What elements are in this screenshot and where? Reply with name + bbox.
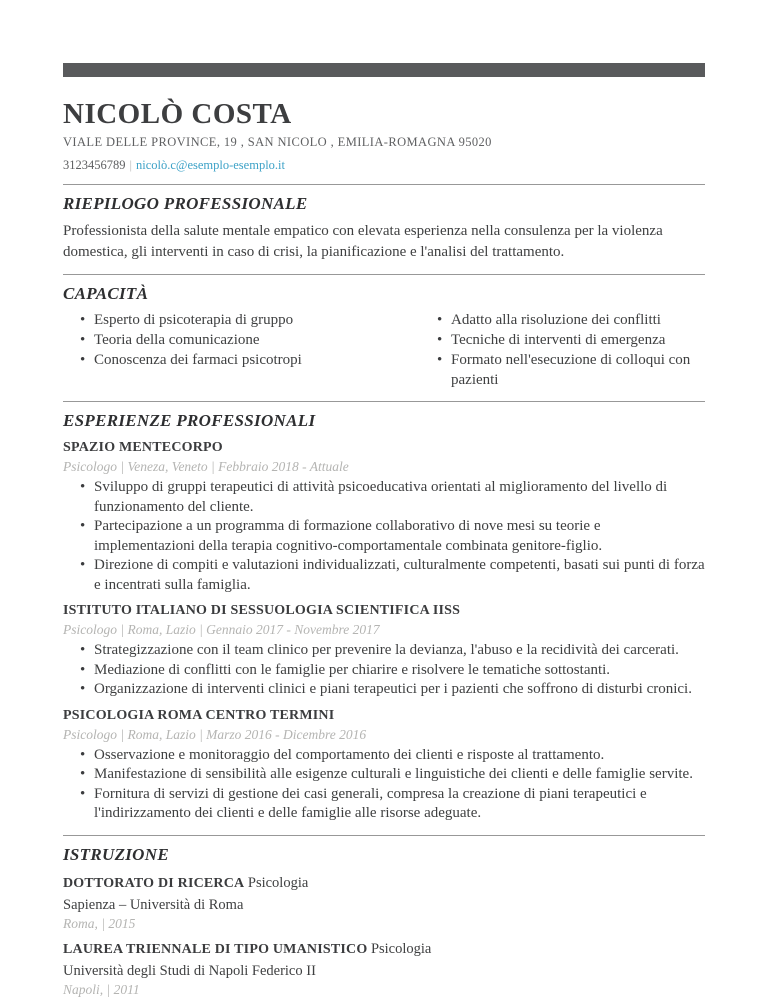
job-company: ISTITUTO ITALIANO DI SESSUOLOGIA SCIENTIFICA IISS [63,603,461,618]
job-meta: Psicologo | Veneza, Veneto | Febbraio 2018 - Attuale [63,459,349,474]
job-bullet: • Manifestazione di sensibilità alle esigenze culturali e linguistiche dei clienti e delle famiglie servite. [80,765,705,785]
skill-item: • Adatto alla risoluzione dei conflitti [437,310,695,330]
top-accent-bar [63,63,705,77]
job-bullet-list [63,641,705,700]
section-divider [63,274,705,275]
section-divider [63,184,705,185]
degree-title: LAUREA TRIENNALE DI TIPO UMANISTICO [63,941,368,957]
job-entry [63,707,705,824]
section-heading-education: ISTRUZIONE [63,844,169,864]
education-meta: Napoli, | 2011 [63,981,140,997]
job-meta: Psicologo | Roma, Lazio | Marzo 2016 - Dicembre 2016 [63,726,367,742]
section-divider [63,401,705,402]
email-link[interactable]: nicolò.c@esemplo-esemplo.it [136,158,285,172]
candidate-name: NICOLÒ COSTA [63,98,292,130]
address-line: VIALE DELLE PROVINCE, 19 , SAN NICOLO , EMILIA-ROMAGNA 95020 [63,135,492,149]
job-bullet: • Sviluppo di gruppi terapeutici di attività psicoeducativa orientati al miglioramento del livello di funzionamento del cliente. [80,478,705,517]
skills-column-left [63,310,420,390]
degree-field: Psicologia [370,940,432,957]
job-bullet: • Organizzazione di interventi clinici e piani terapeutici per i pazienti che soffrono di disturbi cronici. [80,680,705,700]
skill-item: • Esperto di psicoterapia di gruppo [80,310,410,330]
degree-title: DOTTORATO DI RICERCA [63,875,245,891]
education-meta: Roma, | 2015 [63,915,136,931]
job-bullet: • Mediazione di conflitti con le famiglie per chiarire e risolvere le tematiche sottostanti. [80,661,705,681]
section-heading-skills: CAPACITÀ [63,284,149,303]
job-meta: Psicologo | Roma, Lazio | Gennaio 2017 - Novembre 2017 [63,622,380,637]
degree-line [63,874,705,893]
job-entry [63,439,705,595]
skill-item: • Teoria della comunicazione [80,330,410,350]
contact-line [63,157,705,173]
section-heading-summary: RIEPILOGO PROFESSIONALE [63,194,308,213]
skill-item: • Formato nell'esecuzione di colloqui con pazienti [437,350,695,390]
job-company: PSICOLOGIA ROMA CENTRO TERMINI [63,707,335,723]
section-heading-experience: ESPERIENZE PROFESSIONALI [63,411,316,430]
job-bullet: • Partecipazione a un programma di formazione collaborativo di nove mesi su teorie e implementazioni della terapia cognitivo-comportamentale combinata genitore-figlio. [80,517,705,556]
job-bullet-list [63,478,705,595]
contact-separator: | [129,158,133,172]
skills-grid [63,310,705,390]
skill-item: • Tecniche di interventi di emergenza [437,330,695,350]
job-company: SPAZIO MENTECORPO [63,440,223,455]
job-bullet: • Direzione di compiti e valutazioni individualizzati, culturalmente competenti, basati sui punti di forza e incentrati sulla famiglia. [80,556,705,595]
school-name: Università degli Studi di Napoli Federico II [63,962,316,979]
job-bullet: • Strategizzazione con il team clinico per prevenire la devianza, l'abuso e la recidività dei carcerati. [80,641,705,661]
job-bullet-list [63,746,705,824]
skills-column-right [420,310,705,390]
education-entry [63,874,705,932]
summary-text: Professionista della salute mentale empatico con elevata esperienza nella consulenza per la violenza domestica, gli interventi in caso di crisi, la pianificazione e l'analisi del trattamento. [63,223,663,260]
education-entry [63,940,705,998]
job-bullet: • Fornitura di servizi di gestione dei casi generali, compresa la creazione di piani terapeutici e l'indirizzamento dei clienti e delle famiglie alle risorse adeguate. [80,785,705,824]
degree-line [63,940,705,959]
resume-content [63,77,705,998]
section-divider [63,835,705,836]
job-entry [63,602,705,700]
skill-item: • Conoscenza dei farmaci psicotropi [80,350,410,370]
degree-field: Psicologia [247,874,309,891]
job-bullet: • Osservazione e monitoraggio del comportamento dei clienti e risposte al trattamento. [80,746,705,766]
phone-number: 3123456789 [63,158,126,172]
school-name: Sapienza – Università di Roma [63,896,244,913]
